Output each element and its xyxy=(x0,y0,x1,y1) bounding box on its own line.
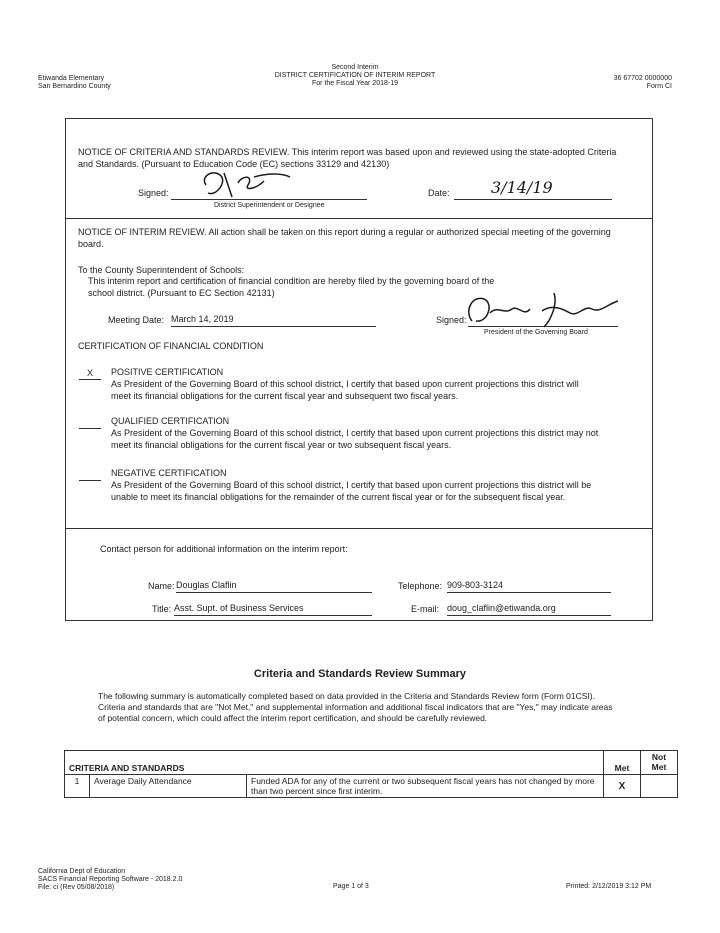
criteria-date-label: Date: xyxy=(428,188,450,198)
certification-box xyxy=(65,118,653,621)
criteria-signed-label: Signed: xyxy=(138,188,169,198)
criteria-description: Funded ADA for any of the current or two subsequent fiscal years has not changed by more than two percent since first interim. xyxy=(247,775,604,798)
footer-dept: California Dept of Education xyxy=(38,868,126,875)
district-name: Etiwanda Elementary xyxy=(38,75,105,82)
report-title: DISTRICT CERTIFICATION OF INTERIM REPORT xyxy=(274,72,436,79)
negative-certification-title: NEGATIVE CERTIFICATION xyxy=(111,468,227,478)
criteria-notice-text: NOTICE OF CRITERIA AND STANDARDS REVIEW. This interim report was based upon and reviewed using the state-adopted Criteria and Standards. (Pursuant to Education Code (EC) sections 33129 and 42130) xyxy=(78,147,617,169)
to-county-line: To the County Superintendent of Schools: xyxy=(78,265,245,275)
contact-email-value: doug_claflin@etiwanda.org xyxy=(447,603,611,616)
county-name: San Bernardino County xyxy=(38,83,111,90)
superintendent-signature xyxy=(198,167,293,199)
contact-title-label: Title: xyxy=(152,604,172,614)
criteria-table-header xyxy=(65,751,678,775)
form-code-block xyxy=(614,75,672,91)
positive-certification-title: POSITIVE CERTIFICATION xyxy=(111,367,224,377)
contact-title-value: Asst. Supt. of Business Services xyxy=(174,603,372,616)
table-row xyxy=(65,775,678,798)
footer-info xyxy=(38,868,182,892)
criteria-met: X xyxy=(604,775,641,798)
contact-intro: Contact person for additional information on the interim report: xyxy=(100,544,348,554)
contact-phone-value: 909-803-3124 xyxy=(447,580,611,593)
contact-phone-label: Telephone: xyxy=(398,581,443,591)
footer-software: SACS Financial Reporting Software - 2018.2.0 xyxy=(38,876,183,883)
qualified-certification-mark xyxy=(79,417,101,429)
president-signature xyxy=(458,291,623,331)
negative-certification-mark xyxy=(79,469,101,481)
report-period: Second Interim xyxy=(331,64,379,71)
contact-name-value: Douglas Claflin xyxy=(176,580,372,593)
district-header xyxy=(38,75,111,91)
criteria-date-value: 3/14/19 xyxy=(491,178,553,197)
criteria-not-met xyxy=(641,775,678,798)
criteria-table xyxy=(64,750,678,798)
positive-certification-text: As President of the Governing Board of this school district, I certify that based upon current projections this district will meet its financial obligations for the current fiscal year and subsequent two fiscal years. xyxy=(111,379,579,401)
summary-title: Criteria and Standards Review Summary xyxy=(253,668,467,680)
contact-email-label: E-mail: xyxy=(411,604,440,614)
met-header: Met xyxy=(604,751,641,775)
qualified-certification-text: As President of the Governing Board of this school district, I certify that based upon current projections this district may not meet its financial obligations for the current fiscal year or two subsequent fiscal years. xyxy=(111,428,599,450)
positive-certification-mark: X xyxy=(79,368,101,380)
criteria-number: 1 xyxy=(65,775,90,798)
not-met-header: Not Met xyxy=(641,751,678,775)
criteria-name: Average Daily Attendance xyxy=(90,775,247,798)
filed-text: This interim report and certification of financial condition are hereby filed by the governing board of the school district. (Pursuant to EC Section 42131) xyxy=(88,276,495,298)
certification-heading: CERTIFICATION OF FINANCIAL CONDITION xyxy=(78,341,264,351)
district-code: 36 67702 0000000 xyxy=(613,75,672,82)
president-caption: President of the Governing Board xyxy=(484,329,588,336)
negative-certification-text: As President of the Governing Board of this school district, I certify that based upon current projections this district will be unable to meet its financial obligations for the remainder of the current fiscal year or for the subsequent fiscal year. xyxy=(111,480,592,502)
interim-notice-text: NOTICE OF INTERIM REVIEW. All action shall be taken on this report during a regular or authorized special meeting of the governing board. xyxy=(78,227,611,249)
contact-name-label: Name: xyxy=(148,581,175,591)
footer-file: File: ci (Rev 05/08/2018) xyxy=(38,884,115,891)
criteria-header-label: CRITERIA AND STANDARDS xyxy=(65,751,604,775)
fiscal-year: For the Fiscal Year 2018-19 xyxy=(312,80,398,87)
meeting-date-label: Meeting Date: xyxy=(108,315,165,325)
form-name: Form CI xyxy=(646,83,672,90)
page-number: Page 1 of 3 xyxy=(333,883,369,890)
superintendent-caption: District Superintendent or Designee xyxy=(214,202,325,209)
printed-timestamp: Printed: 2/12/2019 3:12 PM xyxy=(566,883,652,890)
qualified-certification-title: QUALIFIED CERTIFICATION xyxy=(111,416,230,426)
meeting-date-value: March 14, 2019 xyxy=(171,314,376,327)
summary-intro: The following summary is automatically completed based on data provided in the Criteria and Standards Review form (Form 01CSI). Criteria and standards that are "Not Met," and supplemental information and additional fiscal indicators that are "Yes," may indicate areas of potential concern, which could affect the interim report certification, and should be carefully reviewed. xyxy=(98,691,613,723)
report-title-block xyxy=(250,64,460,88)
president-signed-label: Signed: xyxy=(436,315,467,325)
